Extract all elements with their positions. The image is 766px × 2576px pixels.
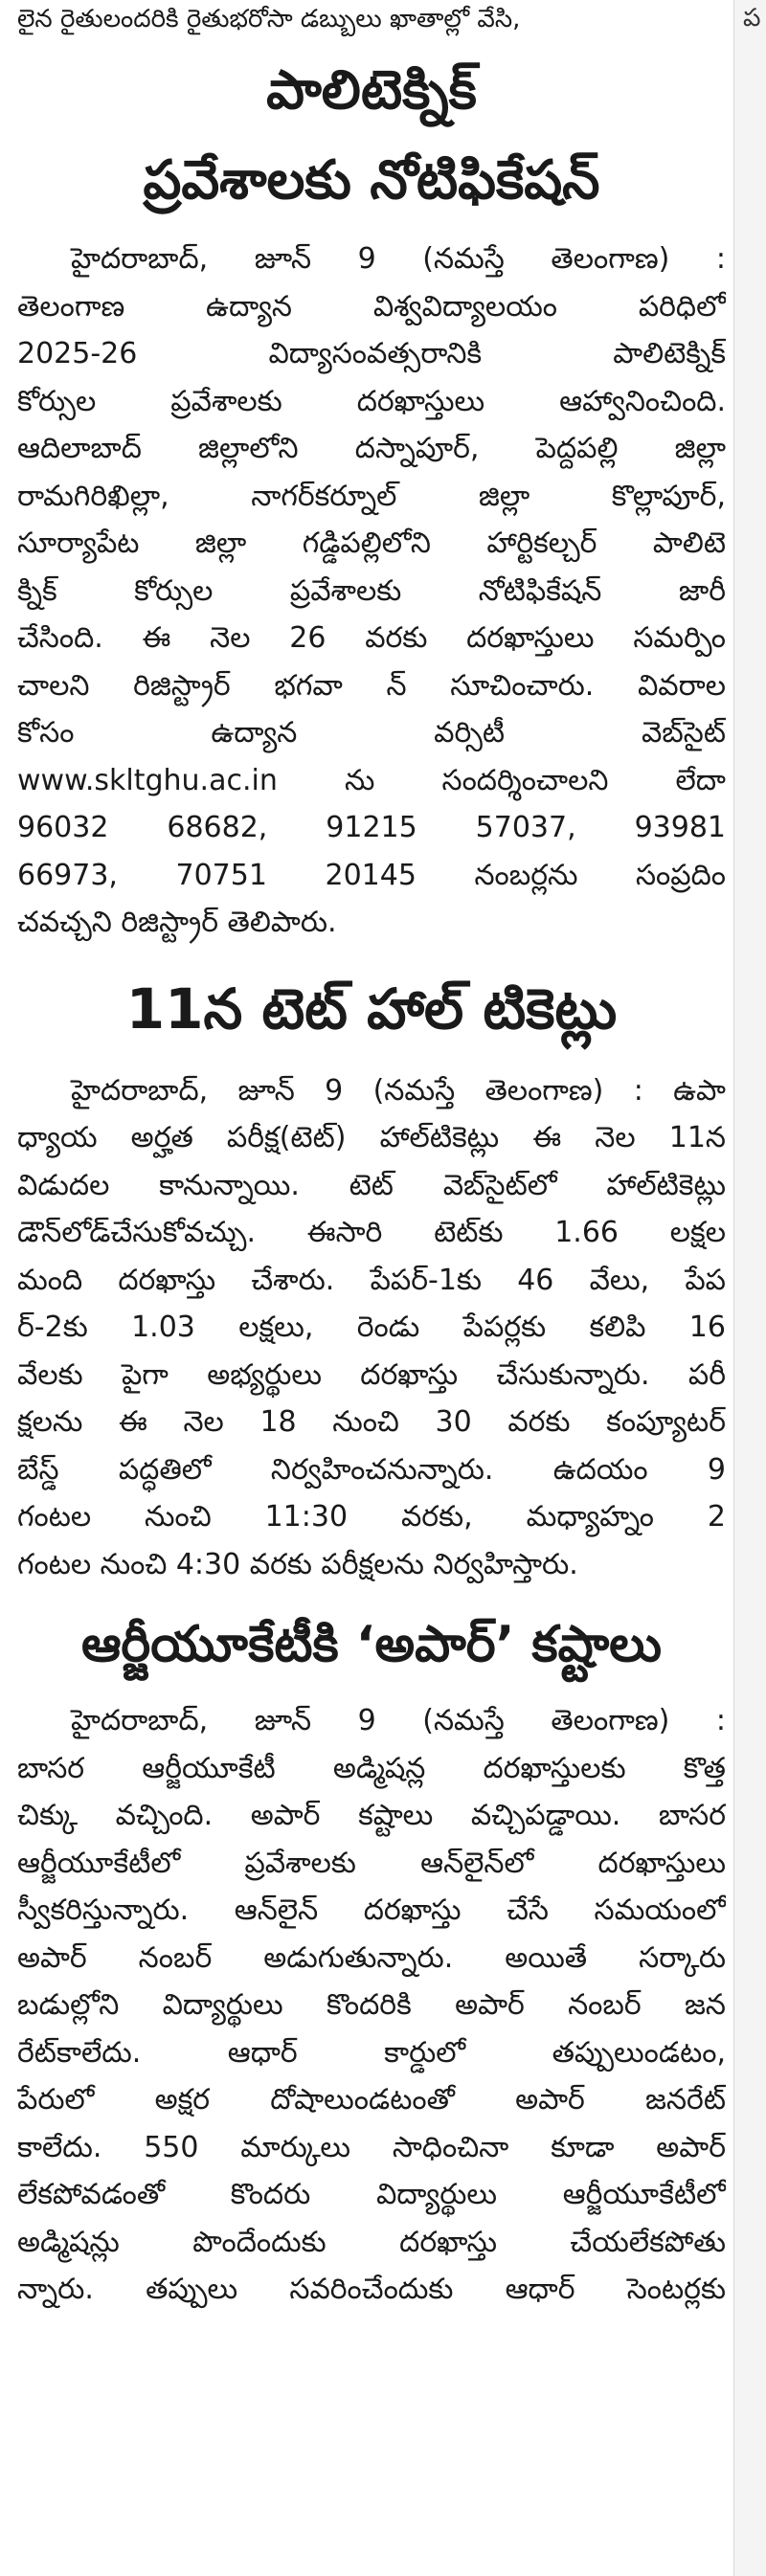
body-line: సూర్యాపేట జిల్లా గడ్డిపల్లిలోని హార్టికల్చర్ పాలిటె [17,526,726,560]
body-line: చాలని రిజిస్ట్రార్ భగవా న్ సూచించారు. వివరాల [17,668,726,703]
article-polytechnic [17,54,726,947]
body-line: కోర్సుల ప్రవేశాలకు దరఖాస్తులు ఆహ్వానించింది. [17,384,726,418]
body-line: రేట్‌కాలేదు. ఆధార్ కార్డులో తప్పులుండటం, [17,2035,726,2070]
body-line: అడ్మిషన్లు పొందేందుకు దరఖాస్తు చేయలేకపోతు [17,2225,726,2259]
body-line: క్నిక్ కోర్సుల ప్రవేశాలకు నోటిఫికేషన్ జారీ [17,573,726,608]
body-line: హైదరాబాద్, జూన్ 9 (నమస్తే తెలంగాణ) : [71,242,726,276]
body-line: పేరులో అక్షర దోషాలుండటంతో అపార్ జనరేట్ [17,2083,726,2117]
article-headline: ఆర్జీయూకేటీకి ‘అపార్’ కష్టాలు [80,1616,663,1673]
body-line: చవచ్చని రిజిస్ట్రార్ తెలిపారు. [17,906,337,939]
body-line: బేస్డ్ పద్ధతిలో నిర్వహించనున్నారు. ఉదయం 9 [17,1452,726,1487]
body-line: అపార్ నంబర్ అడుగుతున్నారు. అయితే సర్కారు [17,1940,726,1975]
body-line: వేలకు పైగా అభ్యర్థులు దరఖాస్తు చేసుకున్నారు. పరీ [17,1357,726,1392]
article-tet-hall-tickets [17,972,726,1589]
article-headline-continued: ప్రవేశాలకు నోటిఫికేషన్ [143,149,600,212]
adjacent-column-fragment: ప [743,4,761,33]
body-line: ధ్యాయ అర్హత పరీక్ష(టెట్) హాల్‌టికెట్లు ఈ నెల 11న [17,1121,726,1154]
body-line: 96032 68682, 91215 57037, 93981 [17,811,726,844]
body-line: ఆదిలాబాద్ జిల్లాలోని దస్నాపూర్, పెద్దపల్లి జిల్లా [17,432,726,465]
article-body [17,235,726,947]
body-line: చిక్కు వచ్చింది. అపార్ కష్టాలు వచ్చిపడ్డాయి. బాసర [17,1799,726,1832]
body-line: మంది దరఖాస్తు చేశారు. పేపర్-1కు 46 వేలు, పేప [17,1263,726,1297]
main-column [17,0,726,2314]
body-line: డౌన్‌లోడ్‌చేసుకోవచ్చు. ఈసారి టెట్‌కు 1.66 లక్షల [17,1216,726,1249]
article-rgukt-apaar [17,1607,726,2314]
body-line: చేసింది. ఈ నెల 26 వరకు దరఖాస్తులు సమర్పిం [17,621,726,655]
body-line: తెలంగాణ ఉద్యాన విశ్వవిద్యాలయం పరిధిలో [17,289,726,324]
body-line: కాలేదు. 550 మార్కులు సాధించినా కూడా అపార్ [17,2130,726,2164]
body-line: విడుదల కానున్నాయి. టెట్ వెబ్‌సైట్‌లో హాల్‌టికెట్లు [17,1168,726,1202]
adjacent-column-edge [733,0,766,2576]
body-line: హైదరాబాద్, జూన్ 9 (నమస్తే తెలంగాణ) : ఉపా [71,1073,726,1108]
article-body [17,1067,726,1589]
body-line: స్వీకరిస్తున్నారు. ఆన్‌లైన్ దరఖాస్తు చేసే సమయంలో [17,1893,726,1927]
body-line: 66973, 70751 20145 నంబర్లను సంప్రదిం [17,858,726,892]
article-headline: పాలిటెక్నిక్ [266,59,477,122]
body-line: హైదరాబాద్, జూన్ 9 (నమస్తే తెలంగాణ) : [71,1704,726,1737]
article-body [17,1697,726,2314]
body-line: బాసర ఆర్జీయూకేటీ అడ్మిషన్ల దరఖాస్తులకు కొత్త [17,1751,726,1785]
body-line: ర్-2కు 1.03 లక్షలు, రెండు పేపర్లకు కలిపి 16 [17,1310,726,1344]
body-line: బడుల్లోని విద్యార్థులు కొందరికి అపార్ నంబర్ జన [17,1988,726,2022]
body-line: క్షలను ఈ నెల 18 నుంచి 30 వరకు కంప్యూటర్ [17,1405,726,1439]
previous-article-tail: లైన రైతులందరికి రైతుభరోసా డబ్బులు ఖాతాల్లో వేసి, [17,5,521,34]
body-line: గంటల నుంచి 4:30 వరకు పరీక్షలను నిర్వహిస్తారు. [17,1547,578,1581]
body-line: రామగిరిఖిల్లా, నాగర్‌కర్నూల్ జిల్లా కొల్లాపూర్, [17,479,726,513]
body-line: ఆర్జీయూకేటీలో ప్రవేశాలకు ఆన్‌లైన్‌లో దరఖాస్తులు [17,1846,726,1880]
body-line: లేకపోవడంతో కొందరు విద్యార్థులు ఆర్జీయూకేటీలో [17,2178,726,2211]
body-line: గంటల నుంచి 11:30 వరకు, మధ్యాహ్నం 2 [17,1500,726,1534]
body-line: న్నారు. తప్పులు సవరించేందుకు ఆధార్ సెంటర్లకు [17,2273,726,2306]
body-line: www.skltghu.ac.in ను సందర్శించాలని లేదా [17,763,726,797]
body-line: కోసం ఉద్యాన వర్సిటీ వెబ్‌సైట్ [17,716,726,750]
article-headline: 11న టెట్ హాల్ టికెట్లు [125,975,618,1042]
body-line: 2025-26 విద్యాసంవత్సరానికి పాలిటెక్నిక్ [17,337,726,370]
